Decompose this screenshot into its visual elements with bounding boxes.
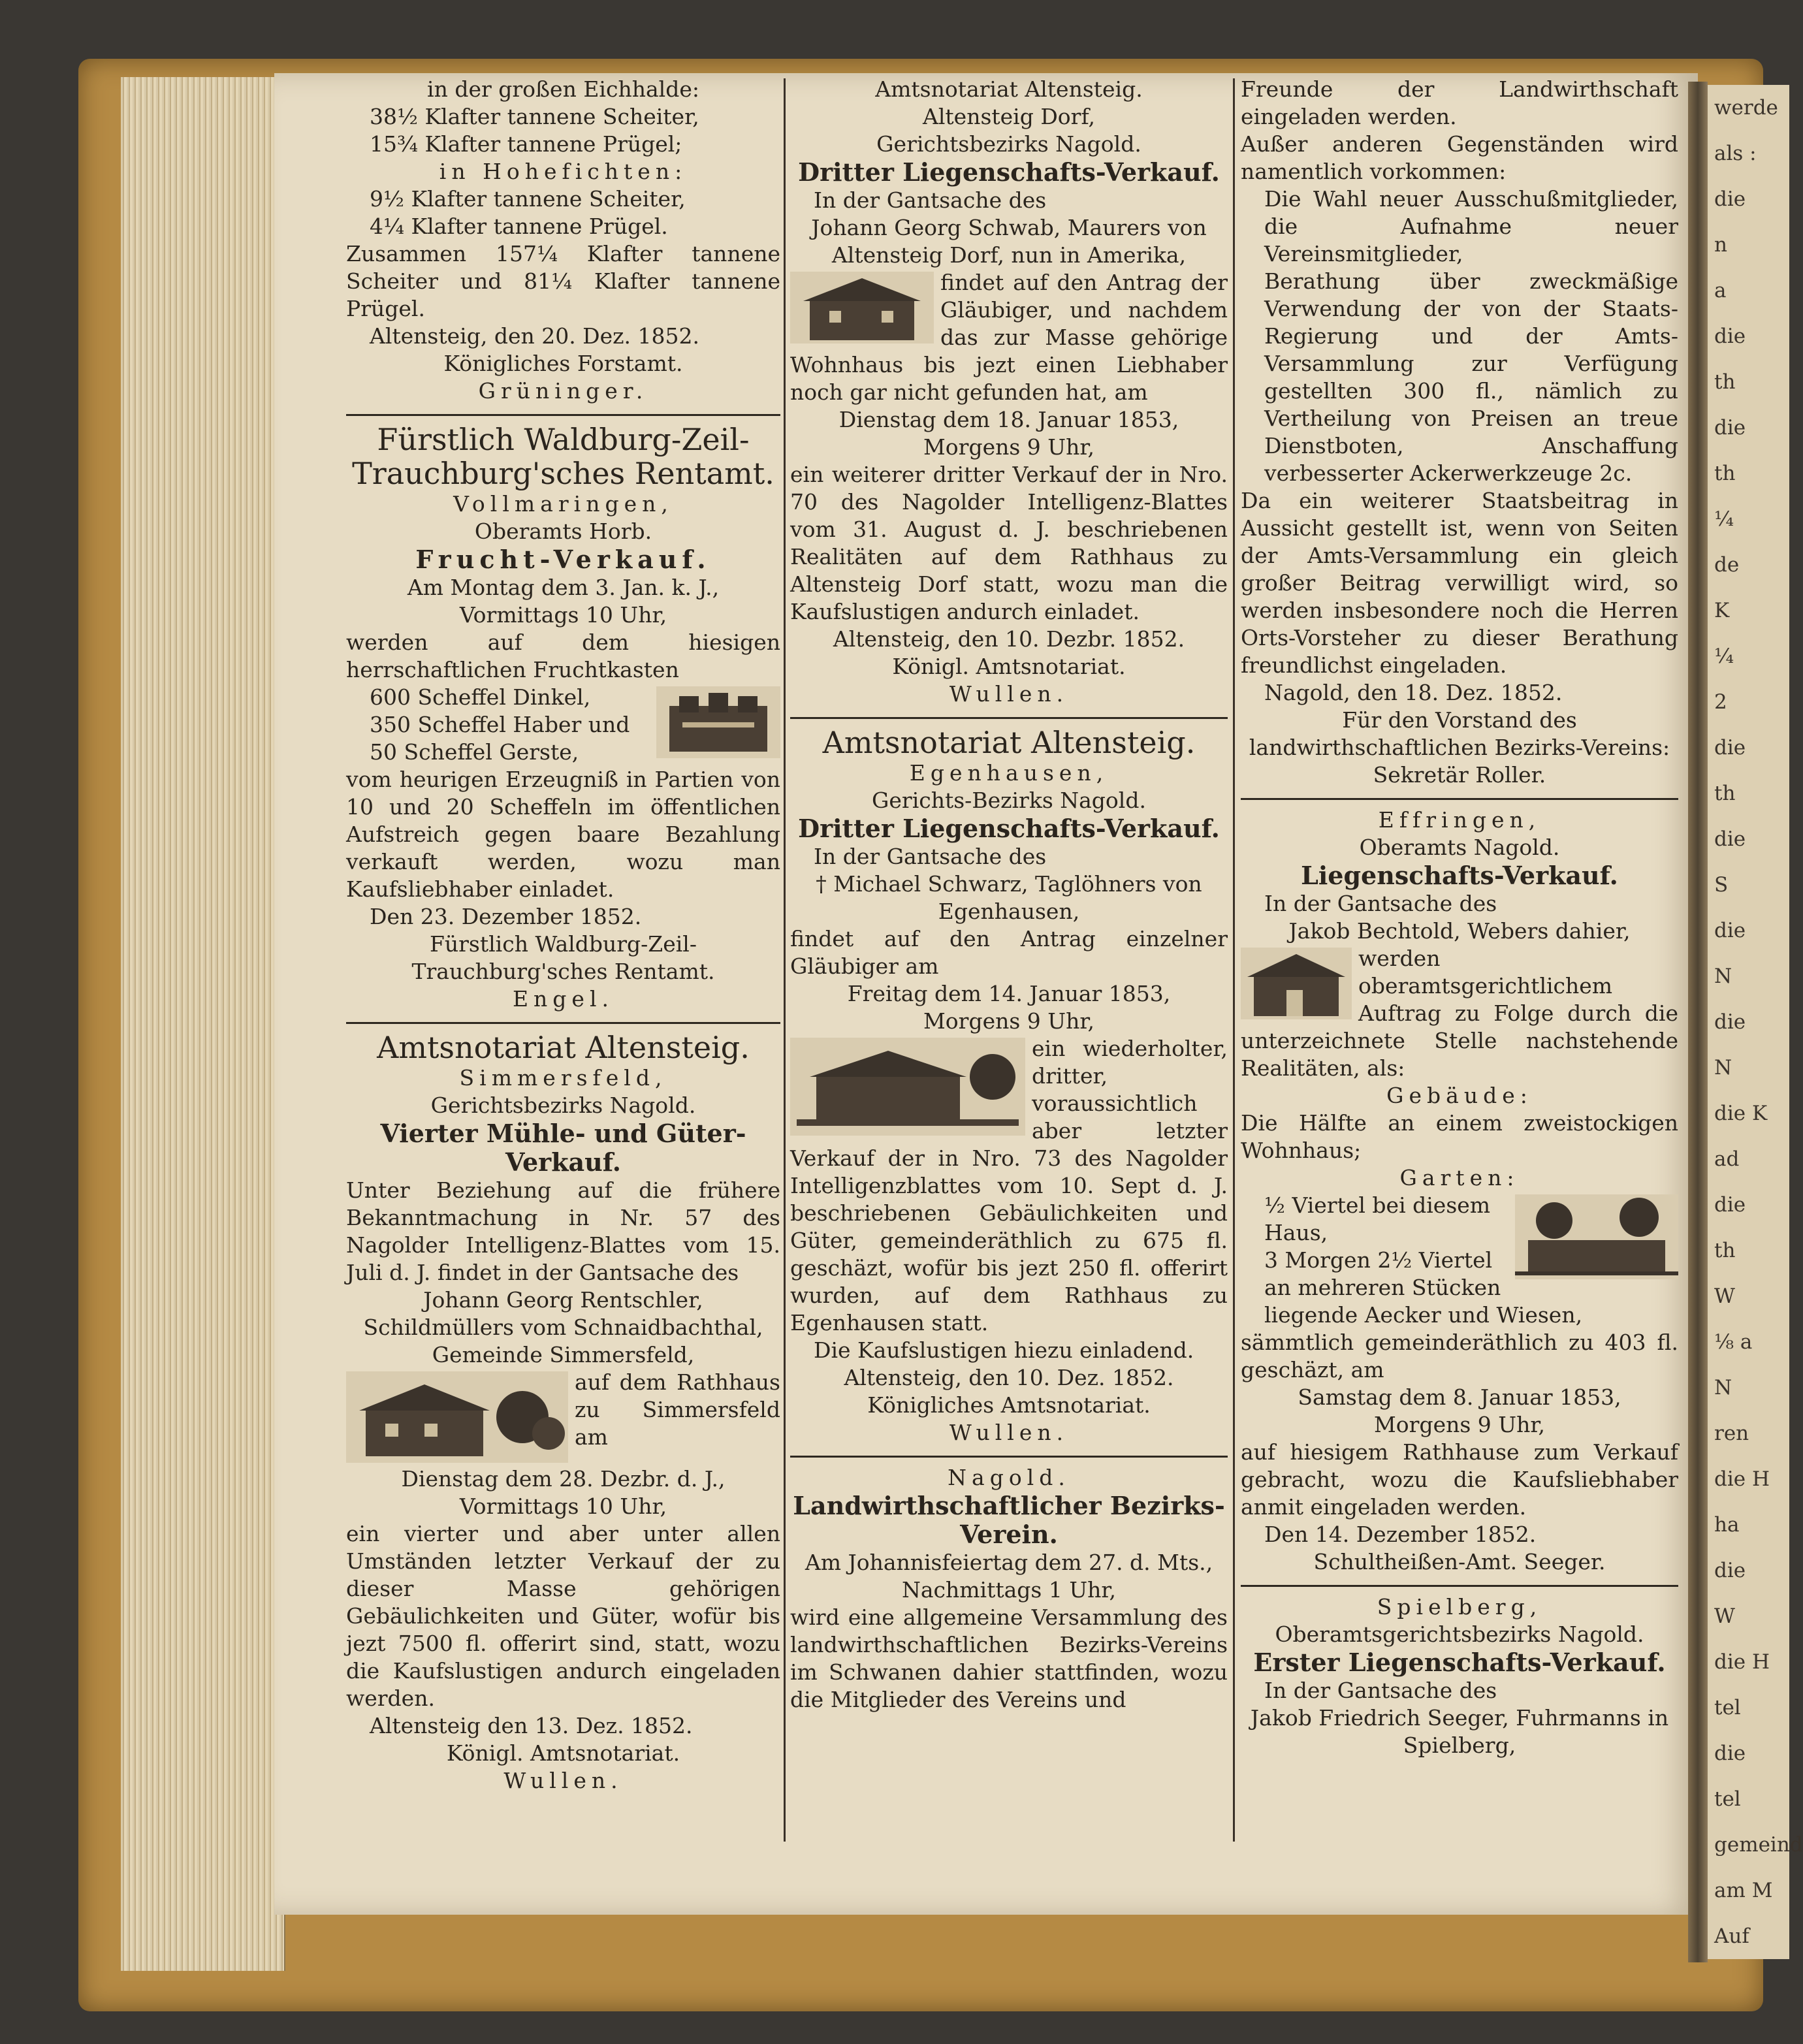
text-line: 4¼ Klafter tannene Prügel.: [370, 214, 668, 239]
signature: Grüninger.: [478, 378, 648, 404]
ad-title: Fürstlich Waldburg-Zeil-Trauchburg'sches Rentamt.: [352, 422, 774, 491]
divider: [346, 1022, 780, 1024]
next-page-fragment: th: [1714, 462, 1736, 485]
next-page-fragment: tel: [1714, 1787, 1741, 1811]
ad-district: Gerichtsbezirks Nagold.: [430, 1093, 696, 1118]
next-page-fragment: W: [1714, 1605, 1735, 1628]
date-line: Dienstag dem 28. Dezbr. d. J.,: [401, 1466, 726, 1492]
text-line: ein weiterer dritter Verkauf der in Nro. 70 des Nagolder Intelligenz-Blattes vom 31. August d. J. beschriebenen Realitäten auf dem Rathhaus zu Altensteig Dorf statt, wozu man die Kaufslustigen andurch einladet.: [790, 462, 1228, 624]
ad-place: Nagold.: [948, 1465, 1070, 1490]
ad-title: Amtsnotariat Altensteig.: [822, 725, 1196, 760]
next-page-fragment: die: [1714, 827, 1746, 851]
divider: [1241, 798, 1678, 800]
date-line: Dienstag dem 18. Januar 1853,: [838, 407, 1179, 432]
next-page-fragment: a: [1714, 279, 1727, 302]
ad-heading: Vierter Mühle- und Güter-Verkauf.: [380, 1119, 746, 1177]
ad-place: Spielberg,: [1377, 1594, 1542, 1620]
person-line: Jakob Friedrich Seeger, Fuhrmanns in Spielberg,: [1250, 1705, 1669, 1758]
ad-place: Vollmaringen,: [453, 491, 673, 517]
next-page-fragment: 2: [1714, 690, 1727, 714]
top-line: Freunde der Landwirthschaft eingeladen werden.: [1241, 76, 1678, 129]
next-page-fragment: gemeind: [1714, 1833, 1803, 1857]
next-page-fragment: ¼: [1714, 507, 1734, 531]
text-line: Berathung über zweckmäßige Verwendung der von der Staats-Regierung und der Amts-Versammlung zur Verfügung gestellten 300 fl., nämlich zu Vertheilung von Preisen an treue Dienstboten, Anschaffung verbesserter Ackerwerkzeuge 2c.: [1264, 268, 1678, 486]
next-page-fragment: die: [1714, 1193, 1746, 1217]
next-page-fragment: als :: [1714, 142, 1757, 165]
divider: [790, 717, 1228, 719]
signature: Schultheißen-Amt. Seeger.: [1313, 1549, 1606, 1574]
date-line: Den 14. Dezember 1852.: [1264, 1522, 1537, 1547]
next-page-fragment: S: [1714, 873, 1729, 897]
next-page-fragment: die: [1714, 1742, 1746, 1765]
date-line: Nagold, den 18. Dez. 1852.: [1264, 680, 1563, 705]
ad-district: Oberamts Nagold.: [1359, 835, 1560, 860]
text-line: sämmtlich gemeinderäthlich zu 403 fl. geschäzt, am: [1241, 1330, 1678, 1382]
next-page-fragment: die: [1714, 919, 1746, 942]
text-line: 38½ Klafter tannene Scheiter,: [370, 104, 699, 129]
text-line: Außer anderen Gegenständen wird namentlich vorkommen:: [1241, 131, 1678, 184]
date-line: Samstag dem 8. Januar 1853,: [1298, 1384, 1621, 1410]
person-line: Jakob Bechtold, Webers dahier,: [1288, 918, 1631, 944]
text-line: Am Johannisfeiertag dem 27. d. Mts.,: [805, 1550, 1213, 1575]
next-page-fragment: ren: [1714, 1422, 1749, 1445]
ad-heading: Dritter Liegenschafts-Verkauf.: [798, 814, 1220, 843]
column-2: [790, 76, 1228, 1714]
text-line: Die Kaufslustigen hiezu einladend.: [814, 1337, 1194, 1363]
ad-heading: Liegenschafts-Verkauf.: [1301, 861, 1618, 890]
next-page-fragment: am M: [1714, 1879, 1773, 1902]
text-line: In der Gantsache des: [814, 187, 1047, 213]
date-line: Freitag dem 14. Januar 1853,: [847, 981, 1171, 1006]
next-page-fragment: th: [1714, 782, 1736, 805]
next-page-fragment: ad: [1714, 1147, 1740, 1171]
text-line: Zusammen 157¼ Klafter tannene Scheiter und 81¼ Klafter tannene Prügel.: [346, 241, 780, 321]
next-page-fragment: th: [1714, 1239, 1736, 1262]
next-page-fragments: [1708, 85, 1803, 1959]
signature: Sekretär Roller.: [1373, 762, 1546, 788]
next-page-fragment: die: [1714, 416, 1746, 439]
divider: [1241, 1585, 1678, 1587]
next-page-fragment: N: [1714, 1056, 1732, 1079]
page-stack-edge: [121, 77, 285, 1971]
text-line: 15¾ Klafter tannene Prügel;: [370, 131, 682, 157]
text-line: vom heurigen Erzeugniß in Partien von 10 und 20 Scheffeln im öffentlichen Aufstreich gegen baare Bezahlung verkauft werden, wozu man Kaufsliebhaber einladet.: [346, 767, 780, 902]
column-3: [1241, 76, 1678, 1759]
next-page-fragment: de: [1714, 553, 1740, 577]
ad-place: Simmersfeld,: [459, 1065, 667, 1091]
next-page-fragment: K: [1714, 599, 1730, 622]
time-line: Morgens 9 Uhr,: [1374, 1412, 1545, 1437]
next-page-fragment: die H: [1714, 1467, 1770, 1491]
next-page-edge: [1708, 85, 1803, 1959]
next-page-fragment: die: [1714, 1010, 1746, 1034]
divider: [790, 1456, 1228, 1458]
text-line: Am Montag dem 3. Jan. k. J.,: [407, 575, 720, 600]
ad-district: Oberamts Horb.: [474, 519, 652, 544]
ad-district: Gerichtsbezirks Nagold.: [876, 131, 1141, 157]
text-line: In der Gantsache des: [1264, 891, 1497, 916]
person-line: Johann Georg Rentschler, Schildmüllers vom Schnaidbachthal, Gemeinde Simmersfeld,: [363, 1287, 763, 1367]
office-line: Königliches Amtsnotariat.: [867, 1392, 1151, 1418]
text-line: werden oberamtsgerichtlichem Auftrag zu Folge durch die unterzeichnete Stelle nachstehende Realitäten, als:: [1241, 946, 1678, 1081]
house-woodcut-icon: [790, 272, 934, 343]
next-page-fragment: tel: [1714, 1696, 1741, 1719]
next-page-fragment: die: [1714, 736, 1746, 759]
ad-heading: Landwirthschaftlicher Bezirks-Verein.: [793, 1491, 1225, 1549]
text-line: 9½ Klafter tannene Scheiter,: [370, 186, 686, 212]
column-rule-2: [1233, 78, 1235, 1842]
time-line: Morgens 9 Uhr,: [923, 1008, 1094, 1034]
column-1: [346, 76, 780, 1795]
time-line: Morgens 9 Uhr,: [923, 434, 1094, 460]
text-line: Die Hälfte an einem zweistockigen Wohnhaus;: [1241, 1110, 1678, 1163]
subheading: Garten:: [1399, 1165, 1520, 1190]
next-page-fragment: die: [1714, 325, 1746, 348]
next-page-fragment: die K: [1714, 1102, 1768, 1125]
divider: [346, 414, 780, 416]
text-line: auf dem Rathhaus zu Simmersfeld am: [575, 1369, 780, 1450]
next-page-fragment: die: [1714, 1559, 1746, 1582]
next-page-fragment: Auf: [1714, 1924, 1749, 1948]
text-line: ½ Viertel bei diesem Haus,: [1264, 1192, 1491, 1245]
text-line: werden auf dem hiesigen herrschaftlichen Fruchtkasten: [346, 630, 780, 682]
text-line: 600 Scheffel Dinkel,: [370, 684, 591, 710]
ad-place: Altensteig Dorf,: [923, 104, 1095, 129]
text-line: wird eine allgemeine Versammlung des landwirthschaftlichen Bezirks-Vereins im Schwanen dahier stattfinden, wozu die Mitglieder des Vereins und: [790, 1605, 1228, 1712]
top-line: Amtsnotariat Altensteig.: [875, 76, 1143, 102]
top-line: in der großen Eichhalde:: [427, 76, 699, 102]
text-line: 50 Scheffel Gerste,: [370, 739, 579, 765]
text-line: auf hiesigem Rathhause zum Verkauf gebracht, wozu die Kaufsliebhaber anmit eingeladen werden.: [1241, 1439, 1678, 1520]
next-page-fragment: ⅛ a: [1714, 1330, 1753, 1354]
signature: Wullen.: [949, 1420, 1069, 1445]
next-page-fragment: ¼: [1714, 645, 1734, 668]
signature: Wullen.: [503, 1768, 623, 1793]
ad-place: Effringen,: [1378, 807, 1541, 833]
next-page-fragment: ha: [1714, 1513, 1740, 1537]
text-line: In der Gantsache des: [1264, 1678, 1497, 1703]
ad-heading: Erster Liegenschafts-Verkauf.: [1253, 1648, 1666, 1677]
person-line: Johann Georg Schwab, Maurers von Altensteig Dorf, nun in Amerika,: [811, 215, 1207, 268]
time-line: Nachmittags 1 Uhr,: [901, 1577, 1117, 1603]
next-page-fragment: N: [1714, 1376, 1732, 1399]
text-line: findet auf den Antrag der Gläubiger, und nachdem das zur Masse gehörige Wohnhaus bis jezt einen Liebhaber noch gar nicht gefunden hat, am: [790, 270, 1228, 405]
next-page-fragment: N: [1714, 965, 1732, 988]
ad-heading: Dritter Liegenschafts-Verkauf.: [798, 157, 1220, 187]
ad-place: Egenhausen,: [909, 760, 1109, 786]
text-line: in Hohefichten:: [439, 159, 688, 184]
text-line: In der Gantsache des: [814, 844, 1047, 869]
time-line: Vormittags 10 Uhr,: [459, 1493, 667, 1519]
text-line: 3 Morgen 2½ Viertel an mehreren Stücken liegende Aecker und Wiesen,: [1264, 1247, 1583, 1328]
cottage-woodcut-icon: [1241, 948, 1352, 1019]
farmstead-woodcut-icon: [790, 1038, 1025, 1136]
next-page-fragment: th: [1714, 370, 1736, 394]
next-page-fragment: werde: [1714, 96, 1778, 120]
ad-district: Oberamtsgerichtsbezirks Nagold.: [1275, 1621, 1644, 1647]
date-line: Altensteig, den 20. Dez. 1852.: [370, 323, 700, 349]
office-line: Königl. Amtsnotariat.: [892, 654, 1126, 679]
next-page-fragment: W: [1714, 1285, 1735, 1308]
book-gutter: [1688, 82, 1708, 1962]
garden-woodcut-icon: [1515, 1194, 1678, 1279]
text-line: Vormittags 10 Uhr,: [459, 602, 667, 628]
date-line: Den 23. Dezember 1852.: [370, 904, 642, 929]
ad-district: Gerichts-Bezirks Nagold.: [872, 788, 1146, 813]
signature: Wullen.: [949, 681, 1069, 707]
text-line: Unter Beziehung auf die frühere Bekanntmachung in Nr. 57 des Nagolder Intelligenz-Blattes vom 15. Juli d. J. findet in der Gantsache des: [346, 1177, 780, 1285]
mill-woodcut-icon: [346, 1371, 568, 1463]
date-line: Altensteig, den 10. Dezbr. 1852.: [833, 626, 1185, 652]
text-line: ein vierter und aber unter allen Umständen letzter Verkauf der zu dieser Masse gehörigen Gebäulichkeiten und Güter, wofür bis jezt 7500 fl. offerirt sind, statt, wozu die Kaufslustigen andurch eingeladen werden.: [346, 1521, 780, 1711]
date-line: Altensteig, den 10. Dez. 1852.: [844, 1365, 1174, 1390]
office-line: Fürstlich Waldburg-Zeil-Trauchburg'sches Rentamt.: [411, 931, 715, 984]
ad-title: Amtsnotariat Altensteig.: [377, 1030, 750, 1065]
next-page-fragment: n: [1714, 233, 1727, 257]
granary-woodcut-icon: [656, 686, 780, 758]
next-page-fragment: die H: [1714, 1650, 1770, 1674]
subheading: Gebäude:: [1386, 1083, 1533, 1108]
text-line: Da ein weiterer Staatsbeitrag in Aussicht gestellt ist, wenn von Seiten der Amts-Versammlung ein gleich großer Beitrag verwilligt wird, so werden insbesondere noch die Herren Orts-Vorsteher zu dieser Berathung freundlichst eingeladen.: [1241, 488, 1678, 678]
column-rule-1: [784, 78, 786, 1842]
office-line: Für den Vorstand des landwirthschaftlichen Bezirks-Vereins:: [1249, 707, 1670, 760]
text-line: ein wiederholter, dritter, voraussichtlich aber letzter Verkauf der in Nro. 73 des Nagolder Intelligenzblattes vom 10. Sept d. J. beschriebenen Gebäulichkeiten und Güter, gemeinderäthlich zu 675 fl. geschäzt, wofür bis jezt 250 fl. offerirt wurden, auf dem Rathhaus zu Egenhausen statt.: [790, 1036, 1228, 1335]
text-line: Die Wahl neuer Ausschußmitglieder, die Aufnahme neuer Vereinsmitglieder,: [1264, 186, 1678, 266]
ad-heading: Frucht-Verkauf.: [415, 545, 711, 574]
person-line: † Michael Schwarz, Taglöhners von Egenhausen,: [816, 871, 1202, 924]
signature: Engel.: [512, 986, 614, 1012]
text-line: findet auf den Antrag einzelner Gläubiger am: [790, 926, 1228, 979]
office-line: Königl. Amtsnotariat.: [446, 1740, 680, 1766]
text-line: 350 Scheffel Haber und: [370, 712, 630, 737]
office-line: Königliches Forstamt.: [443, 351, 683, 376]
date-line: Altensteig den 13. Dez. 1852.: [370, 1713, 693, 1738]
next-page-fragment: die: [1714, 187, 1746, 211]
